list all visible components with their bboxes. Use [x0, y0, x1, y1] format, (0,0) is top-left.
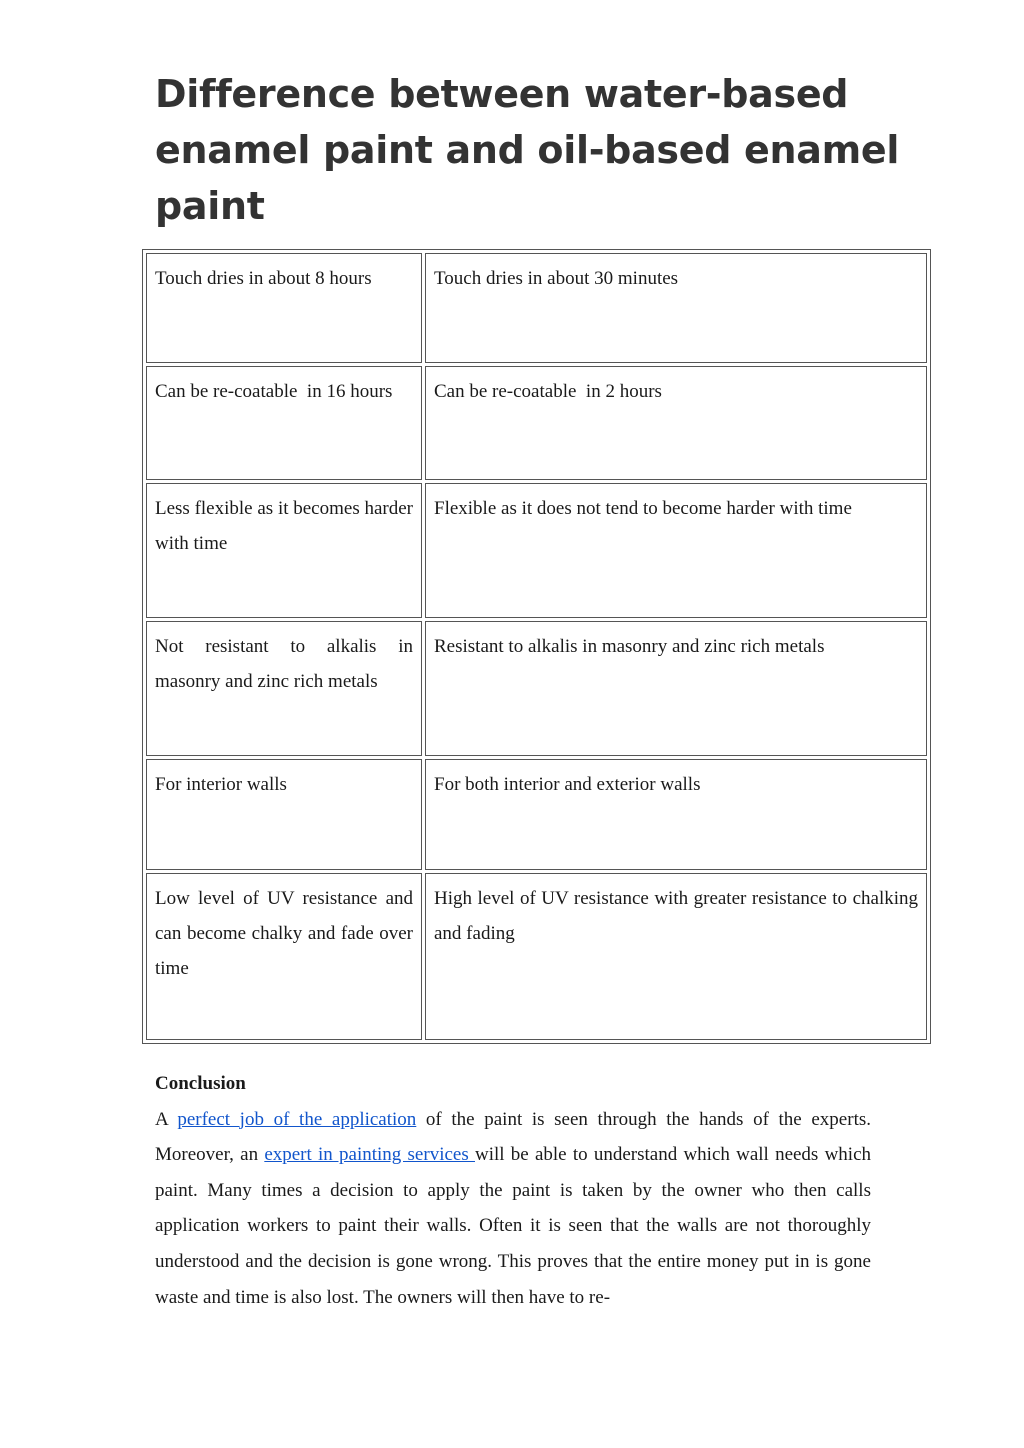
oil-based-cell: Flexible as it does not tend to become harder with time	[425, 483, 927, 618]
table-row	[146, 483, 927, 618]
conclusion-paragraph	[155, 1102, 871, 1316]
page-title: Difference between water-based enamel paint and oil-based enamel paint	[155, 72, 900, 228]
oil-based-cell: For both interior and exterior walls	[425, 759, 927, 870]
perfect-job-link[interactable]: perfect job of the application	[177, 1108, 417, 1130]
oil-based-cell: Can be re-coatable in 2 hours	[425, 366, 927, 480]
conclusion-heading: Conclusion	[155, 1073, 246, 1094]
table-row	[146, 873, 927, 1040]
conclusion-text-part: A	[155, 1108, 178, 1130]
oil-based-cell: Touch dries in about 30 minutes	[425, 253, 927, 363]
water-based-cell: Touch dries in about 8 hours	[146, 253, 422, 363]
conclusion-text-part: of the paint is seen through the hands of the experts. Moreover, an	[155, 1108, 871, 1166]
water-based-cell: For interior walls	[146, 759, 422, 870]
water-based-cell: Can be re-coatable in 16 hours	[146, 366, 422, 480]
table-row	[146, 759, 927, 870]
water-based-cell: Not resistant to alkalis in masonry and zinc rich metals	[146, 621, 422, 756]
comparison-table	[142, 249, 931, 1044]
water-based-cell: Low level of UV resistance and can become chalky and fade over time	[146, 873, 422, 1040]
conclusion-text-part: will be able to understand which wall needs which paint. Many times a decision to apply the paint is taken by the owner who then calls application workers to paint their walls. Often it is seen that the walls are not thoroughly understood and the decision is gone wrong. This proves that the entire money put in is gone waste and time is also lost. The owners will then have to re-	[155, 1144, 871, 1308]
conclusion-section	[155, 1066, 871, 1315]
oil-based-cell: Resistant to alkalis in masonry and zinc rich metals	[425, 621, 927, 756]
table-row	[146, 621, 927, 756]
oil-based-cell: High level of UV resistance with greater resistance to chalking and fading	[425, 873, 927, 1040]
table-row	[146, 366, 927, 480]
water-based-cell: Less flexible as it becomes harder with time	[146, 483, 422, 618]
table-row	[146, 253, 927, 363]
painting-services-link[interactable]: expert in painting services	[264, 1144, 475, 1166]
